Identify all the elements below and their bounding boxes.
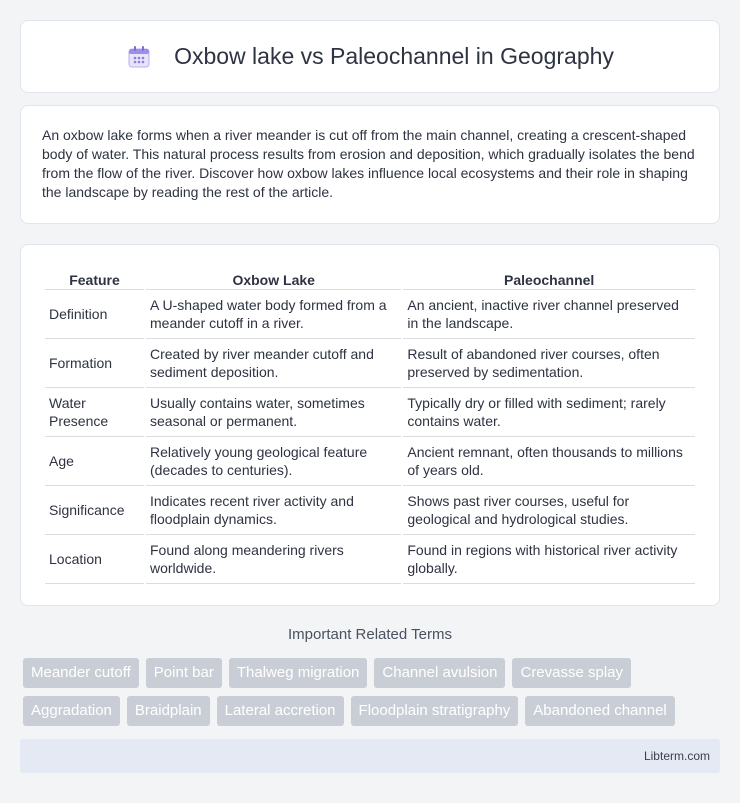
tag-thalweg-migration[interactable]: Thalweg migration (229, 658, 368, 688)
header-feature: Feature (45, 262, 144, 290)
tag-aggradation[interactable]: Aggradation (23, 696, 120, 726)
footer-site[interactable]: Libterm.com (643, 749, 710, 763)
page-title: Oxbow lake vs Paleochannel in Geography (174, 43, 614, 69)
related-terms-title: Important Related Terms (288, 626, 452, 643)
row-oxbow: Found along meandering rivers worldwide. (146, 535, 401, 584)
row-feature: Age (45, 437, 144, 486)
tag-braidplain[interactable]: Braidplain (127, 696, 210, 726)
row-feature: Significance (45, 486, 144, 535)
row-feature: Formation (45, 339, 144, 388)
row-oxbow: Created by river meander cutoff and sediment deposition. (146, 339, 401, 388)
row-paleochannel: Shows past river courses, useful for geological and hydrological studies. (403, 486, 695, 535)
row-feature: Definition (45, 290, 144, 339)
intro-card (20, 105, 720, 224)
intro-text: An oxbow lake forms when a river meander is cut off from the main channel, creating a crescent-shaped body of water. This natural process results from erosion and deposition, which gradually isolates the bend from the flow of the river. Discover how oxbow lakes influence local ecosystems and their role in shaping the landscape by reading the rest of the article. (42, 127, 695, 200)
comparison-table (43, 262, 697, 584)
row-oxbow: A U-shaped water body formed from a meander cutoff in a river. (146, 290, 401, 339)
tag-crevasse-splay[interactable]: Crevasse splay (512, 658, 631, 688)
row-oxbow: Indicates recent river activity and floodplain dynamics. (146, 486, 401, 535)
table-header-row (45, 262, 695, 290)
tag-channel-avulsion[interactable]: Channel avulsion (374, 658, 505, 688)
table-row (45, 535, 695, 584)
row-oxbow: Relatively young geological feature (decades to centuries). (146, 437, 401, 486)
table-row (45, 290, 695, 339)
row-paleochannel: Result of abandoned river courses, often preserved by sedimentation. (403, 339, 695, 388)
table-row (45, 486, 695, 535)
footer (20, 739, 720, 773)
table-row (45, 437, 695, 486)
related-terms (23, 658, 723, 734)
tag-point-bar[interactable]: Point bar (146, 658, 222, 688)
row-paleochannel: Found in regions with historical river activity globally. (403, 535, 695, 584)
comparison-card (20, 244, 720, 606)
row-feature: Water Presence (45, 388, 144, 437)
row-paleochannel: Ancient remnant, often thousands to millions of years old. (403, 437, 695, 486)
header-card (20, 20, 720, 93)
row-feature: Location (45, 535, 144, 584)
tag-row (23, 696, 723, 726)
tag-abandoned-channel[interactable]: Abandoned channel (525, 696, 674, 726)
tag-floodplain-stratigraphy[interactable]: Floodplain stratigraphy (351, 696, 519, 726)
header-paleochannel: Paleochannel (403, 262, 695, 290)
tag-meander-cutoff[interactable]: Meander cutoff (23, 658, 139, 688)
header-oxbow-lake: Oxbow Lake (146, 262, 401, 290)
row-paleochannel: Typically dry or filled with sediment; rarely contains water. (403, 388, 695, 437)
table-row (45, 388, 695, 437)
tag-row (23, 658, 723, 688)
row-paleochannel: An ancient, inactive river channel preserved in the landscape. (403, 290, 695, 339)
table-row (45, 339, 695, 388)
row-oxbow: Usually contains water, sometimes seasonal or permanent. (146, 388, 401, 437)
calendar-icon (126, 44, 152, 70)
tag-lateral-accretion[interactable]: Lateral accretion (217, 696, 344, 726)
